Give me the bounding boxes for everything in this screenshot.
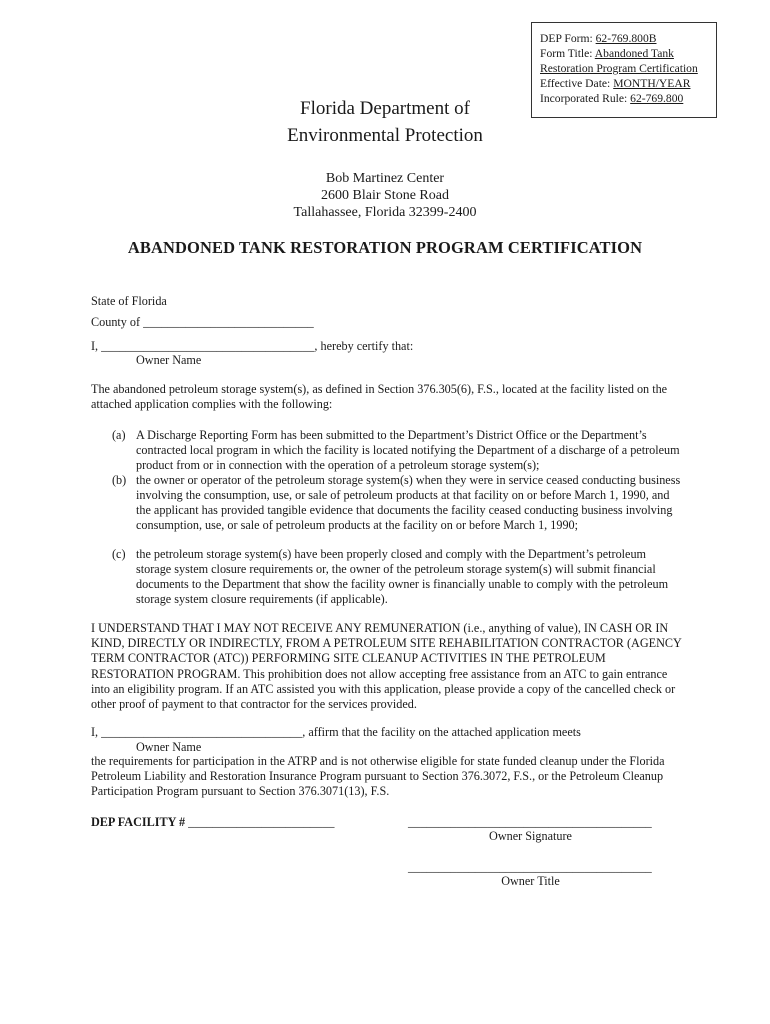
form-title-value-2: Restoration Program Certification <box>540 62 698 75</box>
address-line-2: 2600 Blair Stone Road <box>321 188 449 203</box>
form-title-line-2 <box>540 61 716 76</box>
owner-signature-label: Owner Signature <box>489 829 572 843</box>
condition-text: the petroleum storage system(s) have been properly closed and comply with the Department’s petroleum storage system closure requirements or, the owner of the petroleum storage system(s) will submit financial documents to the Department that show the facility owner is financially unable to comply with the petroleum storage system closure requirements (if applicable). <box>136 547 669 606</box>
state-line: State of Florida <box>91 294 167 308</box>
document-title: ABANDONED TANK RESTORATION PROGRAM CERTIFICATION <box>127 238 643 257</box>
incorporated-rule-line <box>540 91 716 106</box>
intro-paragraph: The abandoned petroleum storage system(s), as defined in Section 376.305(6), F.S., located at the facility listed on the attached application complies with the following: <box>91 382 668 412</box>
form-number-value: 62-769.800B <box>595 32 657 45</box>
owner-name-label: Owner Name <box>136 353 202 367</box>
agency-line-1: Florida Department of <box>300 98 470 119</box>
agency-line-2: Environmental Protection <box>287 125 483 146</box>
effective-date-line <box>540 76 716 91</box>
owner-title-blank[interactable]: ________________________________________ <box>408 860 652 874</box>
condition-text: the owner or operator of the petroleum storage system(s) when they were in service ceased conducting business involving the consumption, use, or sale of petroleum products at that facility on or before March 1, 1990, and the applicant has provided tangible evidence that documents the facility ceased conducting business involving consumption, use, or sale of petroleum products at the facility on or before March 1, 1990; <box>136 473 681 532</box>
address-line-1: Bob Martinez Center <box>325 171 445 186</box>
form-number-line <box>540 31 716 46</box>
form-info-box <box>531 22 717 118</box>
affirm-paragraph: the requirements for participation in the ATRP and is not otherwise eligible for state funded cleanup under the Florida Petroleum Liability and Restoration Insurance Program pursuant to Section 376.3072, F.S., or the Petroleum Cleanup Participation Program pursuant to Section 376.3071(13), F.S. <box>91 754 665 799</box>
incorporated-rule-label: Incorporated Rule: <box>540 92 628 105</box>
agency-address <box>230 170 540 221</box>
condition-item-b <box>112 473 687 549</box>
condition-item-c <box>112 547 687 607</box>
owner-title-label: Owner Title <box>501 874 560 888</box>
owner-name-label-2: Owner Name <box>136 740 202 754</box>
form-title-value-1: Abandoned Tank <box>594 47 674 60</box>
county-line: County of ____________________________ <box>91 315 314 329</box>
form-title-line <box>540 46 716 61</box>
certify-line: I, ___________________________________, hereby certify that: <box>91 339 414 353</box>
condition-marker: (c) <box>112 547 126 561</box>
owner-signature-blank[interactable]: ________________________________________ <box>408 815 652 829</box>
condition-item-a <box>112 428 687 474</box>
condition-text: A Discharge Reporting Form has been submitted to the Department’s District Office or the Department’s contracted local program in which the facility is located notifying the Department of a discharge of a petroleum product from or in connection with the operation of a petroleum storage system(s); <box>136 428 680 472</box>
affirm-line: I, _________________________________, affirm that the facility on the attached application meets <box>91 725 581 739</box>
condition-marker: (b) <box>112 473 127 487</box>
effective-date-value: MONTH/YEAR <box>613 77 691 90</box>
incorporated-rule-value: 62-769.800 <box>630 92 684 105</box>
condition-marker: (a) <box>112 428 126 442</box>
effective-date-label: Effective Date: <box>540 77 611 90</box>
agency-heading <box>230 95 540 149</box>
facility-number-field[interactable] <box>91 815 334 830</box>
form-title-label: Form Title: <box>540 47 593 60</box>
address-line-3: Tallahassee, Florida 32399-2400 <box>293 205 477 220</box>
remuneration-notice: I UNDERSTAND THAT I MAY NOT RECEIVE ANY REMUNERATION (i.e., anything of value), IN CASH OR IN KIND, DIRECTLY OR INDIRECTLY, FROM A PETROLEUM SITE REHABILITATION CONTRACTOR (AGENCY TERM CONTRACTOR (ATC)) PERFORMING SITE CLEANUP ACTIVITIES IN THE PETROLEUM RESTORATION PROGRAM. This prohibition does not allow accepting free assistance from an ATC to gain entrance into an eligibility program. If an ATC assisted you with this application, please provide a copy of the cancelled check or other proof of payment to that contractor for the services provided. <box>91 621 682 712</box>
facility-number-label: DEP FACILITY # <box>91 815 186 829</box>
facility-number-blank[interactable]: ________________________ <box>188 815 335 829</box>
form-number-label: DEP Form: <box>540 32 593 45</box>
